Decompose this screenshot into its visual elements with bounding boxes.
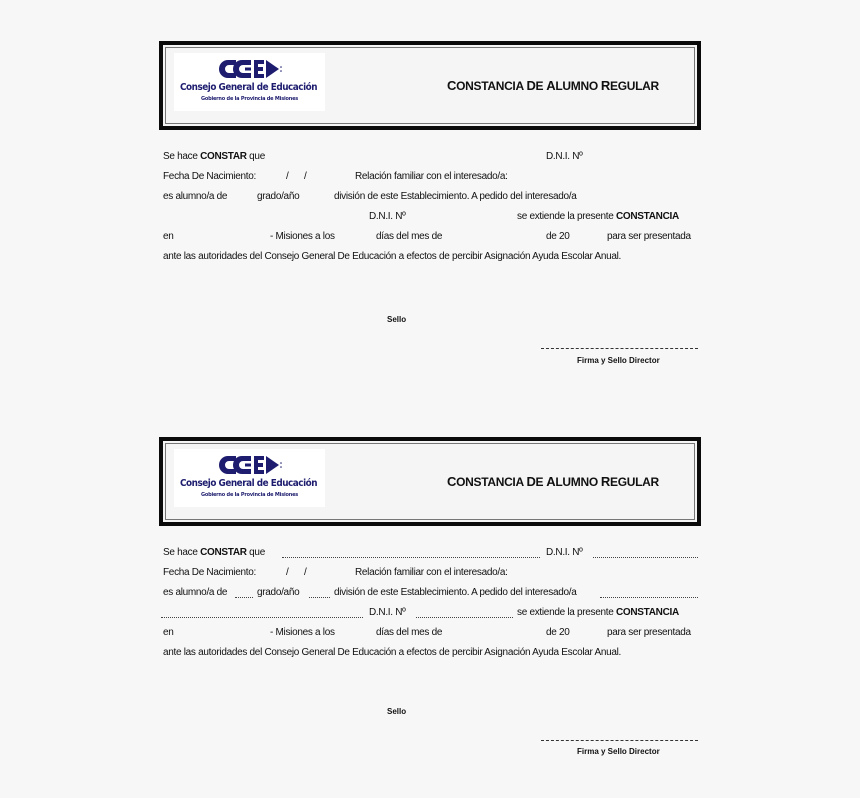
form-header xyxy=(159,41,701,130)
en-label: en xyxy=(163,231,174,242)
dias-label: días del mes de xyxy=(376,627,443,638)
relacion-label: Relación familiar con el interesado/a: xyxy=(355,171,508,182)
form-header xyxy=(159,437,701,526)
dni-label: D.N.I. Nº xyxy=(546,151,583,162)
cge-logo-icon xyxy=(218,454,284,476)
sello-label: Sello xyxy=(387,707,407,716)
grado-field-line[interactable] xyxy=(235,597,253,598)
grado-label: grado/año xyxy=(257,191,300,202)
es-alumno-label: es alumno/a de xyxy=(163,191,228,202)
cge-logo-icon xyxy=(218,58,284,80)
ante-autoridades-text: ante las autoridades del Consejo General De Educación a efectos de percibir Asignación Ayuda Escolar Anual. xyxy=(163,647,622,658)
misiones-label: - Misiones a los xyxy=(270,231,335,242)
date-slash: / xyxy=(304,171,307,182)
constancia-form-1 xyxy=(0,0,860,380)
misiones-label: - Misiones a los xyxy=(270,627,335,638)
dni-field-line-2[interactable] xyxy=(416,617,513,618)
sello-label: Sello xyxy=(387,315,407,324)
date-slash: / xyxy=(286,171,289,182)
signature-line xyxy=(541,348,698,349)
name-field-line[interactable] xyxy=(282,557,540,558)
year-label: de 20 xyxy=(546,627,570,638)
cge-logo xyxy=(174,53,325,111)
date-slash: / xyxy=(304,567,307,578)
signature-line xyxy=(541,740,698,741)
interesado-field-line[interactable] xyxy=(600,597,698,598)
dni-label-2: D.N.I. Nº xyxy=(369,211,406,222)
en-label: en xyxy=(163,627,174,638)
fecha-nacimiento-label: Fecha De Nacimiento: xyxy=(163,567,256,578)
logo-subtitle: Gobierno de la Provincia de Misiones xyxy=(200,492,299,498)
division-label: división de este Establecimiento. A pedido del interesado/a xyxy=(334,191,577,202)
para-label: para ser presentada xyxy=(607,627,691,638)
firma-label: Firma y Sello Director xyxy=(577,747,660,756)
interesado-name-line[interactable] xyxy=(161,617,363,618)
grado-label: grado/año xyxy=(257,587,300,598)
constancia-form-2 xyxy=(0,396,860,776)
se-extiende-constancia: se extiende la presente CONSTANCIA xyxy=(517,607,679,618)
cge-logo xyxy=(174,449,325,507)
year-label: de 20 xyxy=(546,231,570,242)
dni-field-line[interactable] xyxy=(593,557,698,558)
dias-label: días del mes de xyxy=(376,231,443,242)
se-extiende-constancia: se extiende la presente CONSTANCIA xyxy=(517,211,679,222)
para-label: para ser presentada xyxy=(607,231,691,242)
logo-name: Consejo General de Educación xyxy=(180,478,318,489)
ante-autoridades-text: ante las autoridades del Consejo General De Educación a efectos de percibir Asignación Ayuda Escolar Anual. xyxy=(163,251,622,262)
document-title: CONSTANCIA DE ALUMNO REGULAR xyxy=(447,474,659,489)
logo-name: Consejo General de Educación xyxy=(180,82,318,93)
relacion-label: Relación familiar con el interesado/a: xyxy=(355,567,508,578)
division-label: división de este Establecimiento. A pedido del interesado/a xyxy=(334,587,577,598)
es-alumno-label: es alumno/a de xyxy=(163,587,228,598)
division-field-line[interactable] xyxy=(309,597,330,598)
dni-label-2: D.N.I. Nº xyxy=(369,607,406,618)
dni-label: D.N.I. Nº xyxy=(546,547,583,558)
fecha-nacimiento-label: Fecha De Nacimiento: xyxy=(163,171,256,182)
se-hace-constar: Se hace CONSTAR que xyxy=(163,547,265,558)
se-hace-constar: Se hace CONSTAR que xyxy=(163,151,265,162)
date-slash: / xyxy=(286,567,289,578)
logo-subtitle: Gobierno de la Provincia de Misiones xyxy=(200,96,299,102)
firma-label: Firma y Sello Director xyxy=(577,356,660,365)
document-title: CONSTANCIA DE ALUMNO REGULAR xyxy=(447,78,659,93)
